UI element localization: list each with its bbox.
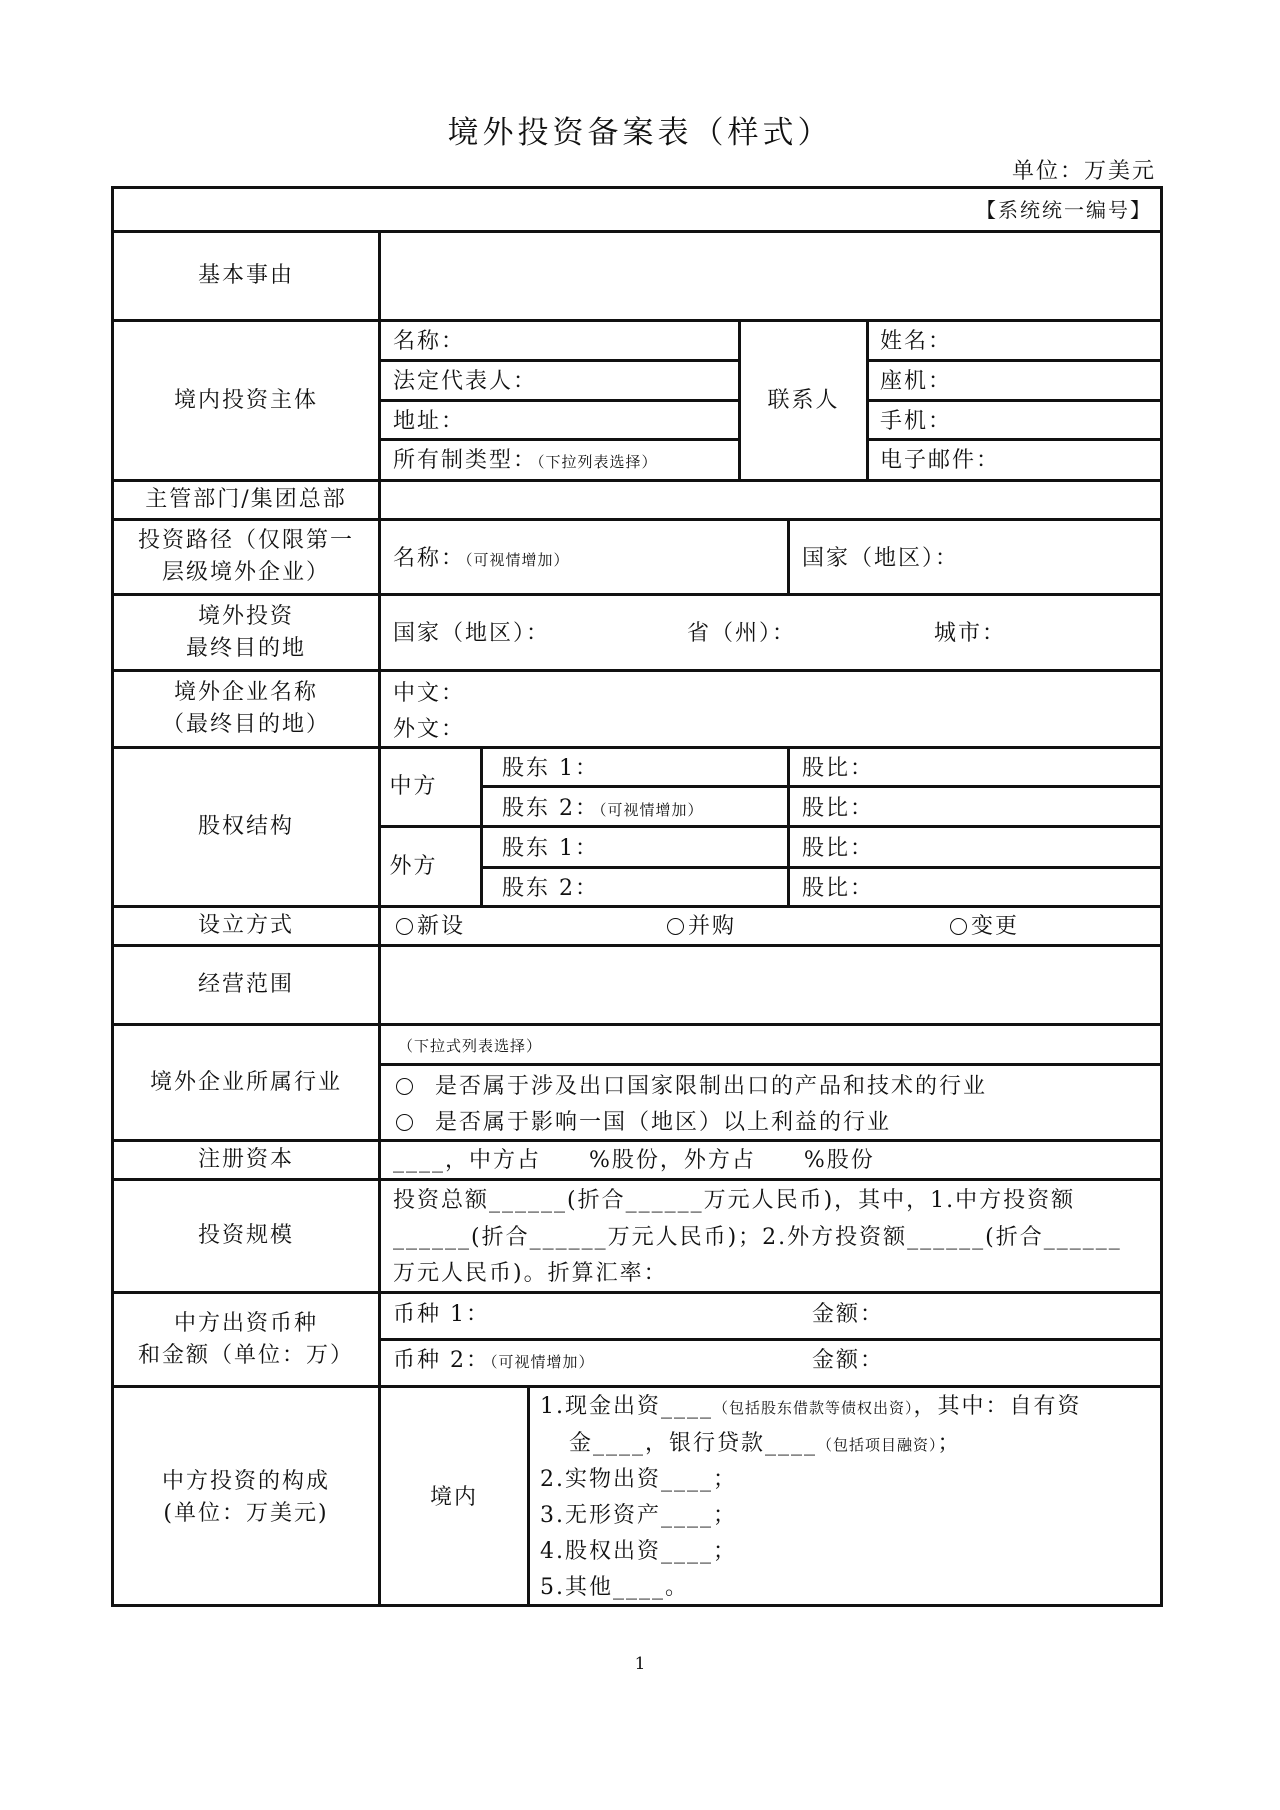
equity-contribution-field[interactable]: 4.股权出资____； — [540, 1539, 737, 1564]
registered-capital-field[interactable]: ____，中方占 %股份，外方占 %股份 — [393, 1148, 875, 1173]
equity-structure-label: 股权结构 — [197, 814, 294, 840]
setup-option-new[interactable] — [396, 913, 465, 941]
authority-field[interactable] — [381, 482, 1160, 518]
cell-line — [866, 438, 1163, 441]
cell-line — [480, 866, 1163, 869]
cell-line — [480, 785, 1163, 788]
industry-multi-region-label: 是否属于影响一国（地区）以上利益的行业 — [435, 1110, 892, 1135]
investment-path-label-line1: 投资路径（仅限第一 — [137, 528, 354, 554]
contact-person-label: 联系人 — [767, 387, 840, 413]
registered-capital-label: 注册资本 — [197, 1147, 294, 1173]
currency-1-amount[interactable]: 金额： — [812, 1302, 885, 1327]
investor-address-field[interactable]: 地址： — [393, 409, 466, 434]
domestic-investor-label: 境内投资主体 — [173, 387, 318, 413]
currency-amount-label-line1: 中方出资币种 — [173, 1310, 318, 1336]
unit-label: 单位：万美元 — [1011, 159, 1156, 184]
cash-contribution-label: 1.现金出资____ — [540, 1394, 713, 1419]
enterprise-name-label-line1: 境外企业名称 — [173, 680, 318, 706]
investment-scale-line-3[interactable]: 万元人民币)。折算汇率： — [393, 1261, 668, 1286]
enterprise-name-label-line2: （最终目的地） — [161, 712, 330, 737]
own-funds-field[interactable] — [569, 1430, 962, 1458]
chinese-side-label: 中方 — [389, 774, 438, 800]
setup-option-acquisition[interactable] — [667, 913, 736, 941]
page-number: 1 — [634, 1653, 646, 1674]
setup-option-new-label: 新设 — [417, 914, 466, 939]
path-country-field[interactable]: 国家（地区）： — [802, 546, 960, 571]
cell-line — [866, 359, 1163, 362]
investment-scale-line-1[interactable]: 投资总额______(折合______万元人民币)，其中，1.中方投资额 — [393, 1188, 1076, 1213]
cell-line — [378, 438, 740, 441]
ownership-type-hint: （下拉列表选择） — [537, 453, 658, 471]
ownership-type-select[interactable] — [393, 447, 658, 475]
path-name-hint: （可视情增加） — [465, 551, 570, 569]
path-name-label: 名称： — [393, 546, 466, 571]
final-destination-label — [114, 596, 378, 669]
domestic-label: 境内 — [429, 1484, 478, 1510]
own-funds-hint: （包括项目融资） — [817, 1436, 938, 1454]
business-scope-label: 经营范围 — [197, 972, 294, 998]
other-contribution-field[interactable]: 5.其他____。 — [540, 1575, 689, 1600]
investment-scale-line-2[interactable]: ______(折合______万元人民币)；2.外方投资额______(折合______ — [393, 1225, 1122, 1250]
final-destination-label-line1: 境外投资 — [197, 603, 294, 629]
system-number: 【系统统一编号】 — [976, 198, 1152, 222]
cash-contribution-field[interactable] — [540, 1393, 1082, 1421]
in-kind-contribution-field[interactable]: 2.实物出资____； — [540, 1467, 737, 1492]
legal-representative-field[interactable]: 法定代表人： — [393, 369, 538, 394]
setup-option-change-label: 变更 — [971, 914, 1020, 939]
cell-line — [378, 1063, 1163, 1066]
contact-email-field[interactable]: 电子邮件： — [880, 448, 1001, 473]
currency-2-label: 币种 2： — [393, 1348, 490, 1373]
basic-matter-label: 基本事由 — [197, 263, 294, 289]
industry-export-restricted-label: 是否属于涉及出口国家限制出口的产品和技术的行业 — [435, 1074, 988, 1099]
cell-line — [866, 399, 1163, 402]
investment-composition-label — [114, 1388, 378, 1607]
enterprise-name-label — [114, 672, 378, 746]
investment-scale-label: 投资规模 — [197, 1223, 294, 1249]
ownership-type-label: 所有制类型： — [393, 448, 538, 473]
radio-icon — [950, 918, 967, 935]
business-scope-field[interactable] — [381, 947, 1160, 1023]
basic-matter-field[interactable] — [381, 233, 1160, 319]
page-title: 境外投资备案表（样式） — [447, 114, 833, 151]
cell-line — [378, 825, 1163, 828]
fr-shareholder-1-field[interactable]: 股东 1： — [502, 836, 599, 861]
cell-line — [378, 1338, 1163, 1341]
foreign-side-label: 外方 — [389, 853, 438, 879]
own-funds-label: 金____，银行贷款____ — [569, 1431, 818, 1456]
radio-icon — [396, 1114, 413, 1131]
industry-export-restricted-option[interactable] — [396, 1073, 987, 1101]
enterprise-foreign-name-field[interactable]: 外文： — [393, 717, 466, 742]
investment-path-label-line2: 层级境外企业） — [161, 560, 330, 585]
final-destination-label-line2: 最终目的地 — [185, 635, 306, 661]
enterprise-chinese-name-field[interactable]: 中文： — [393, 681, 466, 706]
fr-shareholder-2-ratio[interactable]: 股比： — [802, 876, 875, 901]
own-funds-tail: ； — [937, 1431, 962, 1456]
cn-shareholder-2-ratio[interactable]: 股比： — [802, 796, 875, 821]
investment-composition-label-line1: 中方投资的构成 — [161, 1468, 330, 1494]
cell-line — [527, 1385, 530, 1607]
cn-shareholder-2-label: 股东 2： — [502, 796, 599, 821]
cell-line — [787, 518, 790, 594]
destination-province-field[interactable]: 省（州）： — [687, 621, 797, 646]
industry-multi-region-option[interactable] — [396, 1109, 891, 1137]
intangible-assets-field[interactable]: 3.无形资产____； — [540, 1503, 737, 1528]
setup-method-label: 设立方式 — [197, 913, 294, 939]
currency-2-amount[interactable]: 金额： — [812, 1348, 885, 1373]
currency-amount-label-line2: 和金额（单位：万） — [137, 1342, 354, 1368]
cn-shareholder-2-hint: （可视情增加） — [599, 801, 704, 819]
investor-name-field[interactable]: 名称： — [393, 329, 466, 354]
cell-line — [378, 399, 740, 402]
currency-amount-label — [114, 1294, 378, 1385]
setup-option-change[interactable] — [950, 913, 1019, 941]
fr-shareholder-1-ratio[interactable]: 股比： — [802, 836, 875, 861]
contact-landline-field[interactable]: 座机： — [880, 369, 953, 394]
contact-mobile-field[interactable]: 手机： — [880, 409, 953, 434]
path-name-field[interactable] — [393, 545, 570, 573]
investment-composition-label-line2: (单位：万美元) — [163, 1500, 329, 1526]
radio-icon — [396, 1078, 413, 1095]
cn-shareholder-2-field[interactable] — [502, 795, 704, 823]
radio-icon — [667, 918, 684, 935]
contact-name-field[interactable]: 姓名： — [880, 329, 953, 354]
currency-1-field[interactable]: 币种 1： — [393, 1302, 490, 1327]
investment-path-label — [114, 521, 378, 593]
cn-shareholder-1-field[interactable]: 股东 1： — [502, 756, 599, 781]
cash-contribution-tail: ，其中：自有资 — [913, 1394, 1082, 1419]
cash-contribution-hint: （包括股东借款等债权出资） — [713, 1399, 914, 1417]
industry-select[interactable]: （下拉式列表选择） — [398, 1037, 543, 1055]
fr-shareholder-2-field[interactable]: 股东 2： — [502, 876, 599, 901]
destination-city-field[interactable]: 城市： — [934, 621, 1007, 646]
cell-line — [378, 359, 740, 362]
authority-label: 主管部门/集团总部 — [145, 487, 347, 513]
setup-option-acquisition-label: 并购 — [688, 914, 737, 939]
radio-icon — [396, 918, 413, 935]
destination-country-field[interactable]: 国家（地区）： — [393, 621, 551, 646]
currency-2-field[interactable] — [393, 1347, 595, 1375]
cn-shareholder-1-ratio[interactable]: 股比： — [802, 756, 875, 781]
industry-label: 境外企业所属行业 — [149, 1069, 342, 1095]
currency-2-hint: （可视情增加） — [490, 1353, 595, 1371]
